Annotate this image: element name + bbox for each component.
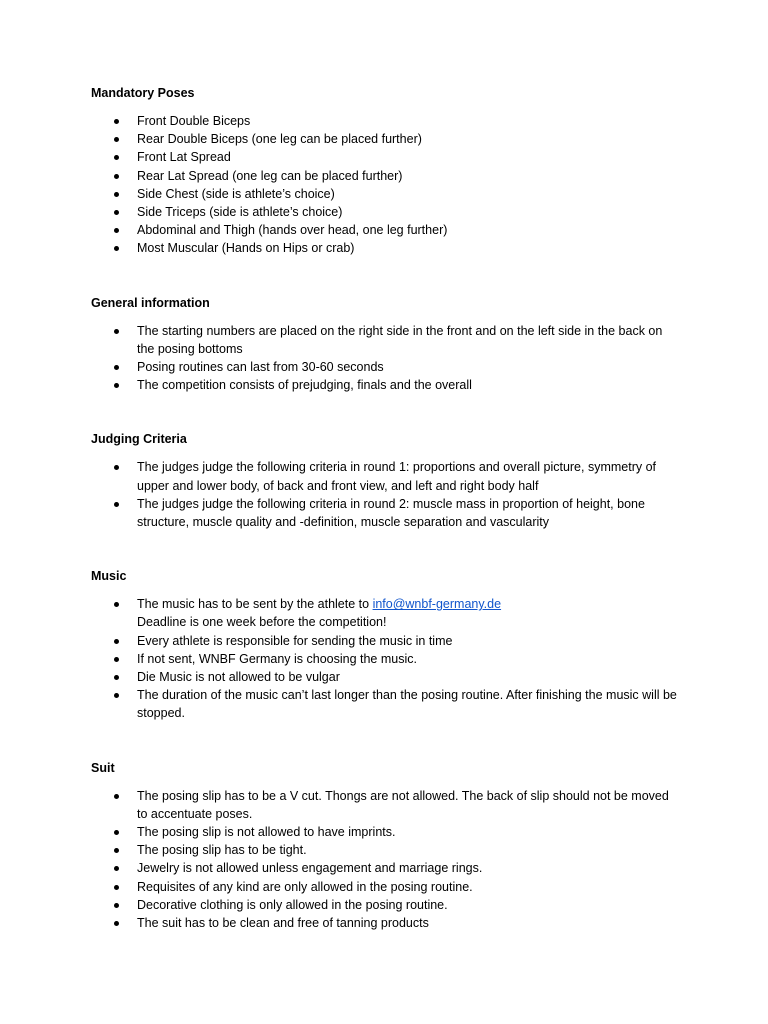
list-item-text: Side Triceps (side is athlete’s choice) <box>137 205 343 220</box>
list-item-text: The suit has to be clean and free of tanning products <box>137 916 429 931</box>
bullet-icon <box>114 329 119 334</box>
list-item <box>91 787 681 823</box>
bullet-icon <box>114 657 119 662</box>
bullet-icon <box>114 921 119 926</box>
list-item-text: Rear Lat Spread (one leg can be placed further) <box>137 168 403 183</box>
section-heading: Music <box>91 569 127 584</box>
list-item <box>91 112 681 130</box>
list-item <box>91 686 681 722</box>
bullet-icon <box>114 119 119 124</box>
list-item <box>91 495 681 531</box>
list-item <box>91 668 681 686</box>
section-judging-criteria <box>91 430 681 531</box>
bullet-icon <box>114 903 119 908</box>
bullet-icon <box>114 693 119 698</box>
list-item <box>91 823 681 841</box>
list-item <box>91 221 681 239</box>
list-item-text: The posing slip has to be a V cut. Thongs are not allowed. The back of slip should not be moved to accentuate poses. <box>137 788 669 821</box>
list-item <box>91 358 681 376</box>
list-item-text: The music has to be sent by the athlete to <box>137 597 373 612</box>
list-item-text: The competition consists of prejudging, finals and the overall <box>137 378 472 393</box>
list-item-text: Posing routines can last from 30-60 seconds <box>137 360 384 375</box>
section-heading: Judging Criteria <box>91 432 187 447</box>
list-item-text: The duration of the music can’t last longer than the posing routine. After finishing the music will be stopped. <box>137 688 677 721</box>
bullet-icon <box>114 502 119 507</box>
list-item-text: Jewelry is not allowed unless engagement and marriage rings. <box>137 861 483 876</box>
bullet-icon <box>114 602 119 607</box>
bullet-icon <box>114 885 119 890</box>
list-item <box>91 148 681 166</box>
list-item-text: Front Double Biceps <box>137 114 251 128</box>
list-item-text: Rear Double Biceps (one leg can be placed further) <box>137 132 422 147</box>
list-item-text: The posing slip is not allowed to have imprints. <box>137 825 396 840</box>
list-item-text: The starting numbers are placed on the right side in the front and on the left side in the back on the posing bottoms <box>137 323 663 356</box>
document-page <box>91 84 681 932</box>
list-item <box>91 896 681 914</box>
section-mandatory-poses <box>91 84 681 258</box>
bullet-icon <box>114 465 119 470</box>
email-link[interactable]: info@wnbf-germany.de <box>372 597 502 612</box>
bullet-list <box>91 322 681 395</box>
bullet-icon <box>114 830 119 835</box>
bullet-list <box>91 787 681 933</box>
list-item <box>91 878 681 896</box>
list-item <box>91 632 681 650</box>
list-item-text: Front Lat Spread <box>137 150 231 165</box>
list-item <box>91 239 681 257</box>
list-item <box>91 376 681 394</box>
list-item-text: The judges judge the following criteria in round 2: muscle mass in proportion of height, bone structure, muscle quality and -definition, muscle separation and vascularity <box>137 496 645 530</box>
bullet-icon <box>114 210 119 215</box>
list-item-text-second-line: Deadline is one week before the competition! <box>137 615 387 630</box>
section-general-information <box>91 294 681 395</box>
bullet-icon <box>114 155 119 160</box>
bullet-icon <box>114 639 119 644</box>
list-item <box>91 203 681 221</box>
list-item-text: Requisites of any kind are only allowed in the posing routine. <box>137 879 473 894</box>
list-item <box>91 185 681 203</box>
list-item <box>91 130 681 148</box>
list-item-text: Abdominal and Thigh (hands over head, one leg further) <box>137 223 448 238</box>
bullet-icon <box>114 866 119 871</box>
list-item-text: If not sent, WNBF Germany is choosing the music. <box>137 651 417 666</box>
list-item-text: The judges judge the following criteria in round 1: proportions and overall picture, symmetry of upper and lower body, of back and front view, and left and right body half <box>137 460 657 493</box>
list-item <box>91 167 681 185</box>
list-item-text: Side Chest (side is athlete’s choice) <box>137 186 335 201</box>
list-item-text: The posing slip has to be tight. <box>137 843 307 858</box>
bullet-icon <box>114 365 119 370</box>
bullet-icon <box>114 228 119 233</box>
section-heading: Suit <box>91 760 115 775</box>
bullet-icon <box>114 383 119 388</box>
bullet-icon <box>114 848 119 853</box>
list-item <box>91 322 681 358</box>
bullet-list <box>91 112 681 258</box>
section-heading: Mandatory Poses <box>91 86 195 100</box>
list-item <box>91 458 681 494</box>
list-item-text: Die Music is not allowed to be vulgar <box>137 670 340 685</box>
bullet-icon <box>114 174 119 179</box>
bullet-icon <box>114 192 119 197</box>
list-item <box>91 595 681 631</box>
list-item <box>91 841 681 859</box>
list-item <box>91 859 681 877</box>
list-item-text: Every athlete is responsible for sending the music in time <box>137 633 453 648</box>
list-item <box>91 914 681 932</box>
list-item-text: Most Muscular (Hands on Hips or crab) <box>137 241 355 256</box>
bullet-icon <box>114 675 119 680</box>
list-item-text: Decorative clothing is only allowed in the posing routine. <box>137 897 448 912</box>
section-suit <box>91 759 681 933</box>
bullet-icon <box>114 794 119 799</box>
list-item <box>91 650 681 668</box>
bullet-list <box>91 458 681 531</box>
bullet-icon <box>114 246 119 251</box>
bullet-list <box>91 595 681 722</box>
section-music <box>91 567 681 722</box>
bullet-icon <box>114 137 119 142</box>
section-heading: General information <box>91 295 210 310</box>
